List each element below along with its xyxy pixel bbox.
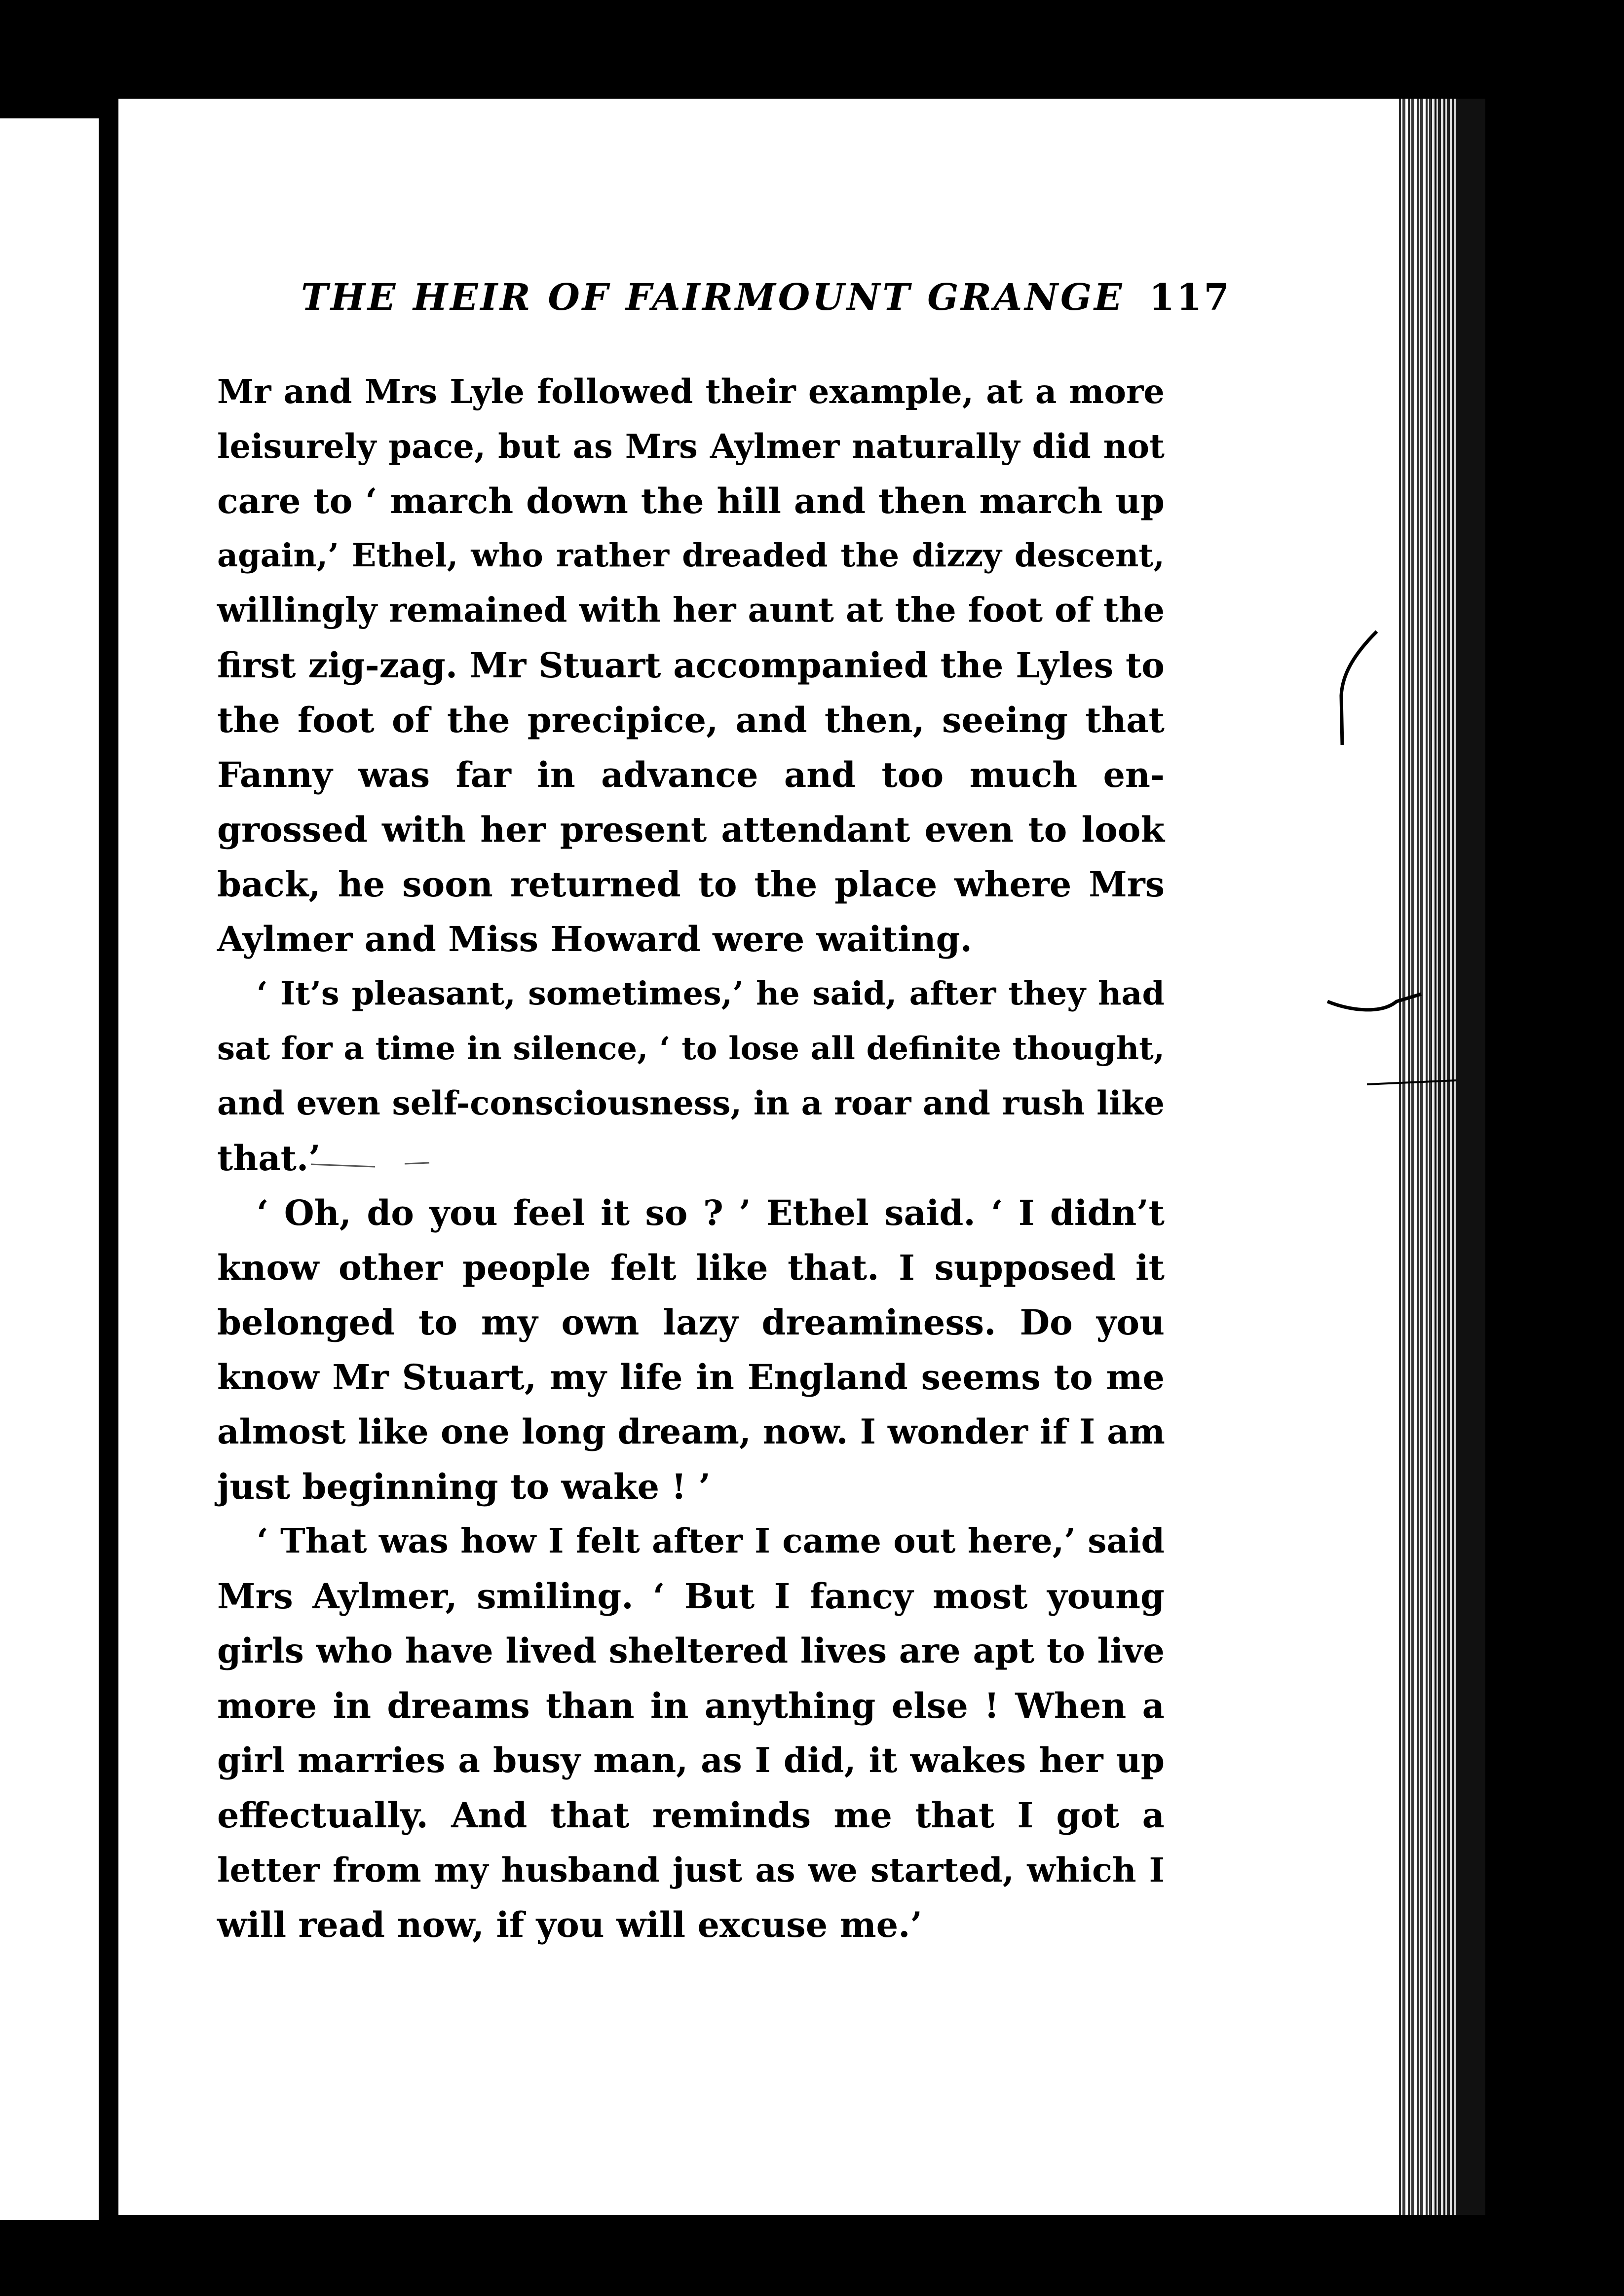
text-line: ‘ It’s pleasant, sometimes,’ he said, after they had bbox=[257, 975, 1165, 1012]
text-line: care to ‘ march down the hill and then march up bbox=[217, 481, 1165, 521]
text-line: more in dreams than in anything else ! When a bbox=[217, 1685, 1165, 1726]
fore-edge-shadow bbox=[1456, 99, 1485, 2215]
text-line: sat for a time in silence, ‘ to lose all definite thought, bbox=[217, 1030, 1165, 1067]
text-line: know Mr Stuart, my life in England seems to me bbox=[217, 1357, 1165, 1398]
pencil-bracket-mark bbox=[1332, 627, 1392, 755]
text-line: first zig-zag. Mr Stuart accompanied the Lyles to bbox=[217, 645, 1165, 686]
pencil-line-mark bbox=[1362, 1075, 1461, 1090]
text-line: letter from my husband just as we started, which I bbox=[217, 1851, 1165, 1889]
text-line: belonged to my own lazy dreaminess. Do you bbox=[217, 1302, 1165, 1343]
text-line: the foot of the precipice, and then, seeing that bbox=[217, 700, 1165, 741]
text-line: Mr and Mrs Lyle followed their example, at a more bbox=[217, 372, 1165, 411]
text-line: girls who have lived sheltered lives are apt to live bbox=[217, 1631, 1165, 1671]
pencil-dash-mark bbox=[306, 1157, 454, 1172]
text-line: know other people felt like that. I supposed it bbox=[217, 1247, 1165, 1288]
text-line: again,’ Ethel, who rather dreaded the dizzy descent, bbox=[217, 537, 1165, 574]
text-line: effectually. And that reminds me that I got a bbox=[217, 1795, 1165, 1836]
text-line: ‘ Oh, do you feel it so ? ’ Ethel said. ‘ I didn’t bbox=[257, 1192, 1165, 1233]
text-line: leisurely pace, but as Mrs Aylmer naturally did not bbox=[217, 427, 1165, 466]
facing-page-edge bbox=[0, 118, 99, 2220]
running-head: THE HEIR OF FAIRMOUNT GRANGE bbox=[301, 276, 1125, 319]
text-line: and even self-consciousness, in a roar and rush like bbox=[217, 1084, 1165, 1122]
text-line: just beginning to wake ! ’ bbox=[217, 1466, 711, 1507]
text-line: Mrs Aylmer, smiling. ‘ But I fancy most young bbox=[217, 1576, 1165, 1617]
text-line: willingly remained with her aunt at the foot of the bbox=[217, 591, 1165, 630]
gutter-shadow bbox=[101, 113, 121, 2225]
text-line: grossed with her present attendant even to look bbox=[217, 809, 1165, 850]
text-line: back, he soon returned to the place where Mrs bbox=[217, 864, 1165, 905]
text-line: ‘ That was how I felt after I came out here,’ said bbox=[257, 1521, 1165, 1561]
text-line: Aylmer and Miss Howard were waiting. bbox=[217, 919, 972, 960]
text-line: almost like one long dream, now. I wonder if I am bbox=[217, 1412, 1165, 1452]
text-line: will read now, if you will excuse me.’ bbox=[217, 1904, 922, 1945]
text-line: that.’ bbox=[217, 1138, 321, 1179]
pencil-tick-mark bbox=[1322, 982, 1431, 1021]
page-number: 117 bbox=[1149, 276, 1232, 319]
text-line: Fanny was far in advance and too much en- bbox=[217, 754, 1165, 795]
text-line: girl marries a busy man, as I did, it wakes her up bbox=[217, 1741, 1165, 1780]
